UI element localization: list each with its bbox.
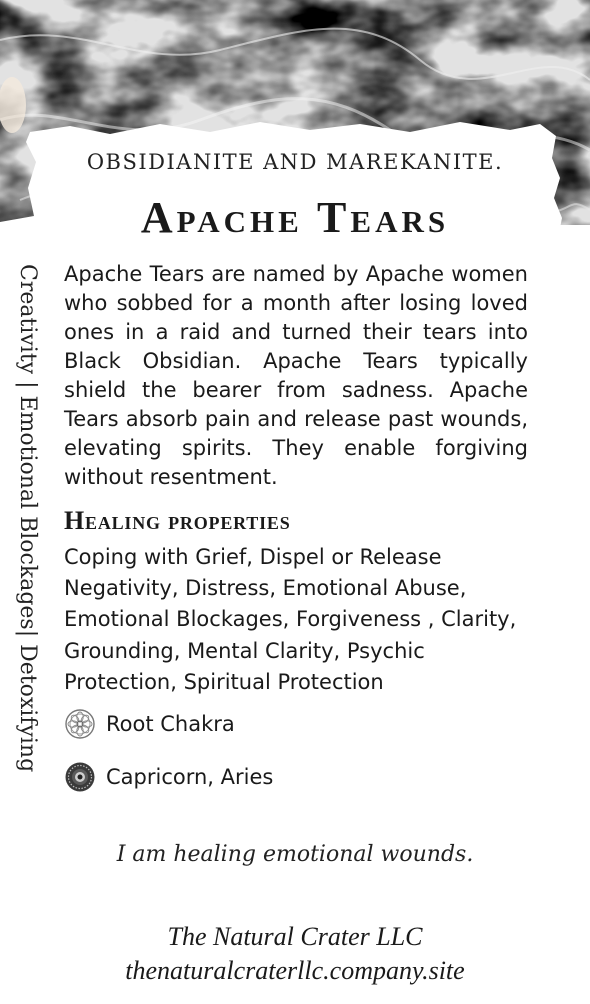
- website-link[interactable]: thenaturalcraterllc.company.site: [125, 956, 465, 985]
- zodiac-label: Capricorn, Aries: [106, 765, 274, 789]
- affirmation: I am healing emotional wounds.: [116, 842, 474, 867]
- page-title: Apache Tears: [140, 193, 450, 242]
- subtitle: OBSIDIANITE AND MAREKANITE.: [86, 150, 504, 174]
- chakra-row: [64, 707, 235, 741]
- sidebar-keywords-text: Creativity | Emotional Blockages| Detoxifying: [15, 264, 40, 773]
- company-name: The Natural Crater LLC: [167, 922, 423, 951]
- chakra-label: Root Chakra: [106, 712, 235, 736]
- zodiac-wheel-icon: [64, 761, 96, 793]
- description: Apache Tears are named by Apache women who sobbed for a month after losing loved ones in a raid and turned their tears into Black Obsidian. Apache Tears typically shield the bearer from sadness. Apache Tears absorb pain and release past wounds, elevating spirits. They enable forgiving without resentment.: [64, 262, 528, 489]
- healing-properties: Coping with Grief, Dispel or Release Negativity, Distress, Emotional Abuse, Emotional Blockages, Forgiveness , Clarity, Grounding, Mental Clarity, Psychic Protection, Spiritual Protection: [64, 545, 517, 694]
- chakra-mandala-icon: [64, 708, 96, 740]
- healing-heading: Healing properties: [64, 506, 291, 535]
- zodiac-row: [64, 760, 273, 794]
- sidebar-keywords: [12, 264, 42, 924]
